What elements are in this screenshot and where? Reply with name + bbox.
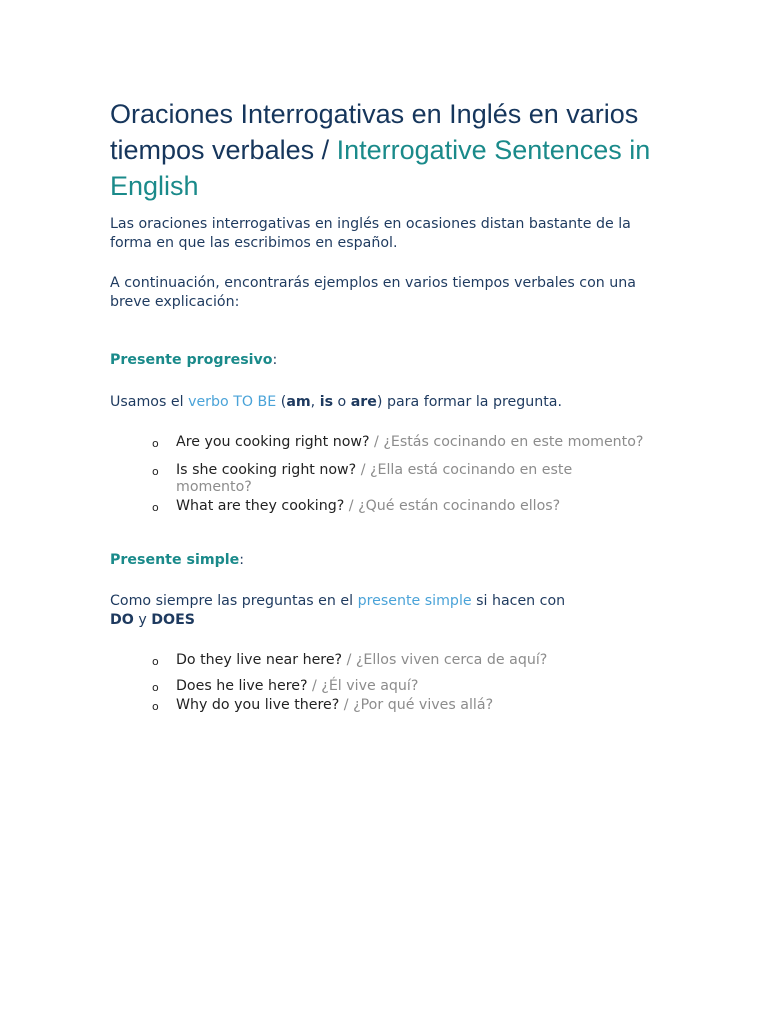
- separator: /: [369, 434, 384, 450]
- intro-paragraph-2: A continuación, encontrarás ejemplos en varios tiempos verbales con una breve explicación:: [110, 275, 636, 310]
- question-spanish: ¿Estás cocinando en este momento?: [383, 434, 644, 450]
- list-item: [150, 434, 650, 451]
- explain-text: y: [133, 612, 152, 628]
- title-english: Interrogative Sentences in English: [110, 135, 651, 201]
- keyword-does: DOES: [151, 612, 196, 628]
- explain-text: (: [276, 394, 287, 410]
- heading-colon: :: [239, 552, 245, 568]
- presente-simple-link[interactable]: presente simple: [357, 593, 472, 609]
- list-item: [150, 678, 650, 695]
- bullet-icon: o: [152, 681, 159, 694]
- section-heading-presente-progresivo: [110, 351, 277, 370]
- explain-text: Como siempre las preguntas en el: [110, 593, 358, 609]
- separator: /: [344, 498, 359, 514]
- bullet-icon: o: [152, 700, 159, 713]
- section1-question-list: [150, 434, 650, 515]
- intro-paragraph-1: Las oraciones interrogativas en inglés en ocasiones distan bastante de la forma en que las escribimos en español.: [110, 216, 631, 251]
- question-english: Why do you live there?: [176, 697, 340, 713]
- explain-text: ,: [310, 394, 320, 410]
- bullet-icon: o: [152, 655, 159, 668]
- question-english: Do they live near here?: [176, 652, 343, 668]
- verbo-to-be-link[interactable]: verbo TO BE: [188, 394, 277, 410]
- bullet-icon: o: [152, 501, 159, 514]
- explain-text: ) para formar la pregunta.: [376, 394, 562, 410]
- keyword-do: DO: [110, 612, 134, 628]
- section-heading-presente-simple: [110, 551, 244, 570]
- separator: /: [342, 652, 356, 668]
- page-title: [110, 96, 670, 204]
- explain-text: Usamos el: [110, 394, 189, 410]
- question-spanish: ¿Qué están cocinando ellos?: [358, 498, 561, 514]
- section2-explanation: [110, 592, 590, 630]
- separator: /: [356, 462, 370, 478]
- keyword-is: is: [319, 394, 334, 410]
- question-spanish: ¿Ellos viven cerca de aquí?: [355, 652, 548, 668]
- explain-text: si hacen con: [471, 593, 566, 609]
- section2-question-list: [150, 652, 650, 714]
- question-english: Does he live here?: [176, 678, 308, 694]
- explain-text: o: [333, 394, 351, 410]
- separator: /: [339, 697, 354, 713]
- list-item: [150, 697, 650, 714]
- list-item: [150, 498, 650, 515]
- title-spanish: Oraciones Interrogativas en Inglés en varios tiempos verbales /: [110, 99, 639, 165]
- bullet-icon: o: [152, 437, 159, 450]
- bullet-icon: o: [152, 465, 159, 478]
- question-spanish: ¿Por qué vives allá?: [353, 697, 494, 713]
- heading-colon: :: [272, 352, 278, 368]
- question-english: What are they cooking?: [176, 498, 345, 514]
- question-english: Is she cooking right now?: [176, 462, 357, 478]
- section-heading-text: Presente simple: [110, 552, 240, 568]
- section1-explanation: [110, 393, 670, 412]
- question-english: Are you cooking right now?: [176, 434, 370, 450]
- question-spanish: ¿Ella está cocinando en este momento?: [176, 462, 573, 495]
- keyword-am: am: [286, 394, 311, 410]
- separator: /: [307, 678, 322, 694]
- question-spanish: ¿Él vive aquí?: [321, 678, 419, 694]
- list-item: [150, 462, 650, 496]
- section-heading-text: Presente progresivo: [110, 352, 273, 368]
- list-item: [150, 652, 650, 669]
- keyword-are: are: [350, 394, 377, 410]
